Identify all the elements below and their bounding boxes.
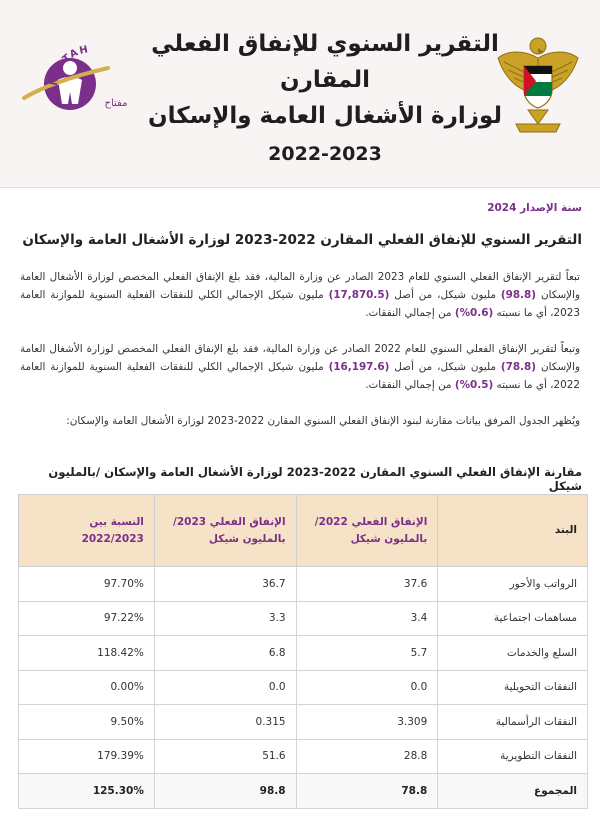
cell-2022: 3.309 [296, 705, 438, 740]
cell-2022: 3.4 [296, 601, 438, 636]
header-ratio [19, 495, 155, 567]
header-title-line2: لوزارة الأشغال العامة والإسكان [147, 103, 503, 129]
cell-ratio: 97.70% [19, 567, 155, 602]
cell-2023: 36.7 [154, 567, 296, 602]
table-title: مقارنة الإنفاق الفعلي السنوي المقارن 2022-2023 لوزارة الأشغال العامة والإسكان /بالمليون شيكل [48, 465, 582, 493]
report-header [0, 0, 600, 188]
header-title-line1: التقرير السنوي للإنفاق الفعلي المقارن [151, 31, 499, 93]
table-row [19, 739, 588, 774]
paragraph-table-intro: ويُظهر الجدول المرفق بيانات مقارنة لبنود الإنفاق الفعلي السنوي المقارن 2022-2023 لوزارة الأشغال العامة والإسكان: [66, 415, 580, 427]
para1-text1: تبعاً لتقرير الإنفاق الفعلي السنوي للعام 2023 الصادر عن وزارة المالية، فقد بلغ الإنفاق الفعلي المخصص لوزارة الأشغال العامة والإسكان [20, 271, 581, 301]
logo-arabic-text: مفتاح [104, 98, 128, 109]
header-2023-line2: بالمليون شيكل [208, 532, 286, 545]
table-row [19, 567, 588, 602]
para1-text2: مليون شيكل، من أصل [389, 289, 501, 301]
cell-2022: 37.6 [296, 567, 438, 602]
cell-ratio: 97.22% [19, 601, 155, 636]
cell-ratio: 9.50% [19, 705, 155, 740]
table-row [19, 670, 588, 705]
para1-value-spending: (98.8) [500, 289, 537, 301]
comparison-table [18, 494, 588, 809]
cell-2022: 28.8 [296, 739, 438, 774]
table-header-row [19, 495, 588, 567]
header-ratio-line2: 2022/2023 [81, 532, 144, 545]
table-row [19, 705, 588, 740]
table-row [19, 601, 588, 636]
paragraph-2023 [20, 268, 580, 322]
para1-value-percent: (0.6%) [454, 307, 494, 319]
cell-item: النفقات التطويرية [438, 739, 588, 774]
header-2022-line1: الإنفاق الفعلي 2022/ [314, 515, 428, 528]
para2-text1: وتبعاً لتقرير الإنفاق الفعلي السنوي للعام 2022 الصادر عن وزارة المالية، فقد بلغ الإنفاق الفعلي المخصص لوزارة الأشغال العامة والإسكان [20, 343, 581, 373]
header-2022 [296, 495, 438, 567]
header-2023 [154, 495, 296, 567]
cell-item: السلع والخدمات [438, 636, 588, 671]
cell-item: مساهمات اجتماعية [438, 601, 588, 636]
logo-wordmark: MIFTAH [48, 44, 91, 87]
para2-value-spending: (78.8) [500, 361, 537, 373]
cell-2023: 0.0 [154, 670, 296, 705]
cell-item: النفقات التحويلية [438, 670, 588, 705]
cell-total-2023: 98.8 [154, 774, 296, 809]
cell-2023: 0.315 [154, 705, 296, 740]
cell-item: النفقات الرأسمالية [438, 705, 588, 740]
header-title [140, 26, 510, 172]
header-2023-line1: الإنفاق الفعلي 2023/ [173, 515, 286, 528]
para1-text4: من إجمالي النفقات. [365, 307, 455, 319]
cell-2022: 5.7 [296, 636, 438, 671]
cell-total-2022: 78.8 [296, 774, 438, 809]
cell-2023: 6.8 [154, 636, 296, 671]
para2-value-total: (16,197.6) [328, 361, 390, 373]
header-title-years: 2022-2023 [268, 143, 382, 165]
para2-text2: مليون شيكل، من أصل [389, 361, 501, 373]
main-heading: التقرير السنوي للإنفاق الفعلي المقارن 2022-2023 لوزارة الأشغال العامة والإسكان [22, 232, 582, 248]
para2-value-percent: (0.5%) [454, 379, 494, 391]
cell-2023: 51.6 [154, 739, 296, 774]
cell-total-item: المجموع [438, 774, 588, 809]
table-row [19, 636, 588, 671]
cell-total-ratio: 125.30% [19, 774, 155, 809]
cell-item: الرواتب والأجور [438, 567, 588, 602]
cell-ratio: 0.00% [19, 670, 155, 705]
para1-value-total: (17,870.5) [328, 289, 390, 301]
cell-2022: 0.0 [296, 670, 438, 705]
para2-text4: من إجمالي النفقات. [365, 379, 455, 391]
header-item: البند [438, 495, 588, 567]
para1-text3: مليون شيكل الإجمالي الكلي للنفقات الفعلية السنوية للموازنة العامة 2023، أي ما نسبته [20, 289, 580, 319]
header-ratio-line1: النسبة بين [89, 515, 144, 528]
cell-2023: 3.3 [154, 601, 296, 636]
table-total-row [19, 774, 588, 809]
paragraph-2022 [20, 340, 580, 394]
para2-text3: مليون شيكل الإجمالي الكلي للنفقات الفعلية السنوية للموازنة العامة 2022، أي ما نسبته [20, 361, 580, 391]
header-2022-line2: بالمليون شيكل [350, 532, 428, 545]
edition-year: سنة الإصدار 2024 [487, 202, 582, 214]
cell-ratio: 118.42% [19, 636, 155, 671]
miftah-logo-icon [18, 28, 138, 128]
cell-ratio: 179.39% [19, 739, 155, 774]
